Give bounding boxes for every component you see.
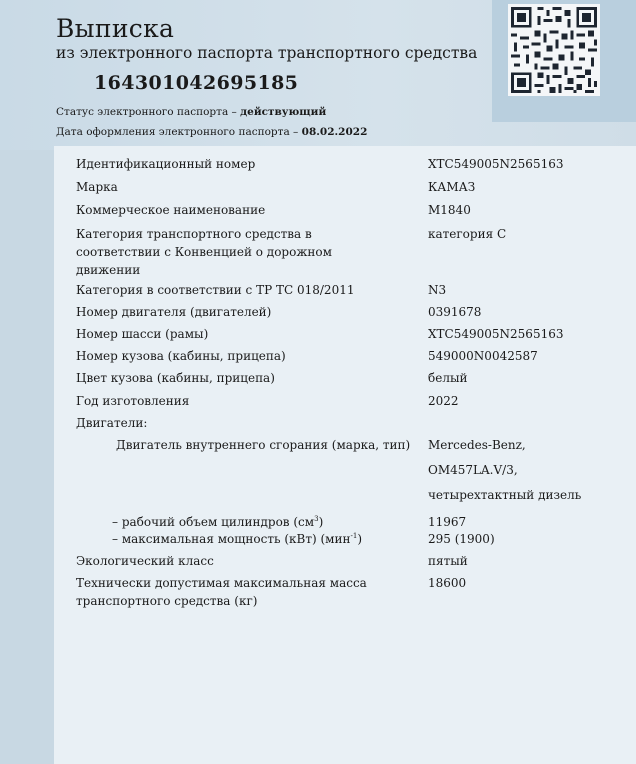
body-number-value: 549000N0042587 <box>428 349 538 363</box>
chassis-number-value: XTC549005N2565163 <box>428 327 564 341</box>
engine-number-value: 0391678 <box>428 305 482 319</box>
category-tr-label: Категория в соответствии с ТР ТС 018/2011 <box>76 283 355 297</box>
date-label: Дата оформления электронного паспорта – <box>56 126 302 138</box>
max-power-label-text: – максимальная мощность (кВт) (мин <box>112 532 351 546</box>
passport-number: 164301042695185 <box>94 72 299 94</box>
commercial-name-value: M1840 <box>428 203 471 217</box>
eco-class-value: пятый <box>428 554 468 568</box>
document-title: Выписка <box>56 14 175 43</box>
commercial-name-label: Коммерческое наименование <box>76 203 266 217</box>
displacement-label-text: – рабочий объем цилиндров (см <box>112 515 315 529</box>
engines-heading: Двигатели: <box>76 416 148 430</box>
displacement-value: 11967 <box>428 515 467 529</box>
max-mass-label: Технически допустимая максимальная масса транспортного средства (кг) <box>76 576 367 608</box>
max-power-label-end: ) <box>357 532 363 546</box>
ice-value-brand: Mercedes-Benz, <box>428 438 526 452</box>
displacement-unit-sup: 3 <box>314 515 319 523</box>
body-color-label: Цвет кузова (кабины, прицепа) <box>76 371 275 385</box>
ice-label: Двигатель внутреннего сгорания (марка, тип) <box>116 438 411 452</box>
engine-number-label: Номер двигателя (двигателей) <box>76 305 272 319</box>
ice-value-model: OM457LA.V/3, <box>428 463 518 477</box>
max-power-value: 295 (1900) <box>428 532 495 546</box>
status-label: Статус электронного паспорта – <box>56 106 241 118</box>
category-tr-value: N3 <box>428 283 447 297</box>
qr-code-icon <box>508 4 600 96</box>
displacement-label-end: ) <box>318 515 324 529</box>
body-number-label: Номер кузова (кабины, прицепа) <box>76 349 286 363</box>
status-value: действующий <box>240 106 327 118</box>
date-value: 08.02.2022 <box>301 126 368 138</box>
max-power-unit-sup: -1 <box>350 532 358 540</box>
ice-value-type: четырехтактный дизель <box>428 488 582 502</box>
category-convention-label: Категория транспортного средства в соответствии с Конвенцией о дорожном движении <box>76 227 332 277</box>
chassis-number-label: Номер шасси (рамы) <box>76 327 209 341</box>
make-value: КАМАЗ <box>428 180 476 194</box>
issue-date <box>56 126 367 138</box>
max-power-label <box>112 530 412 548</box>
max-mass-value: 18600 <box>428 576 467 590</box>
eco-class-label: Экологический класс <box>76 554 214 568</box>
category-convention-value: категория C <box>428 227 507 241</box>
make-label: Марка <box>76 180 118 194</box>
body-color-value: белый <box>428 371 468 385</box>
vin-label: Идентификационный номер <box>76 157 256 171</box>
passport-status <box>56 106 326 118</box>
manufacture-year-value: 2022 <box>428 394 459 408</box>
manufacture-year-label: Год изготовления <box>76 394 190 408</box>
displacement-label <box>112 513 412 531</box>
vin-value: XTC549005N2565163 <box>428 157 564 171</box>
document-subtitle: из электронного паспорта транспортного средства <box>56 44 478 62</box>
